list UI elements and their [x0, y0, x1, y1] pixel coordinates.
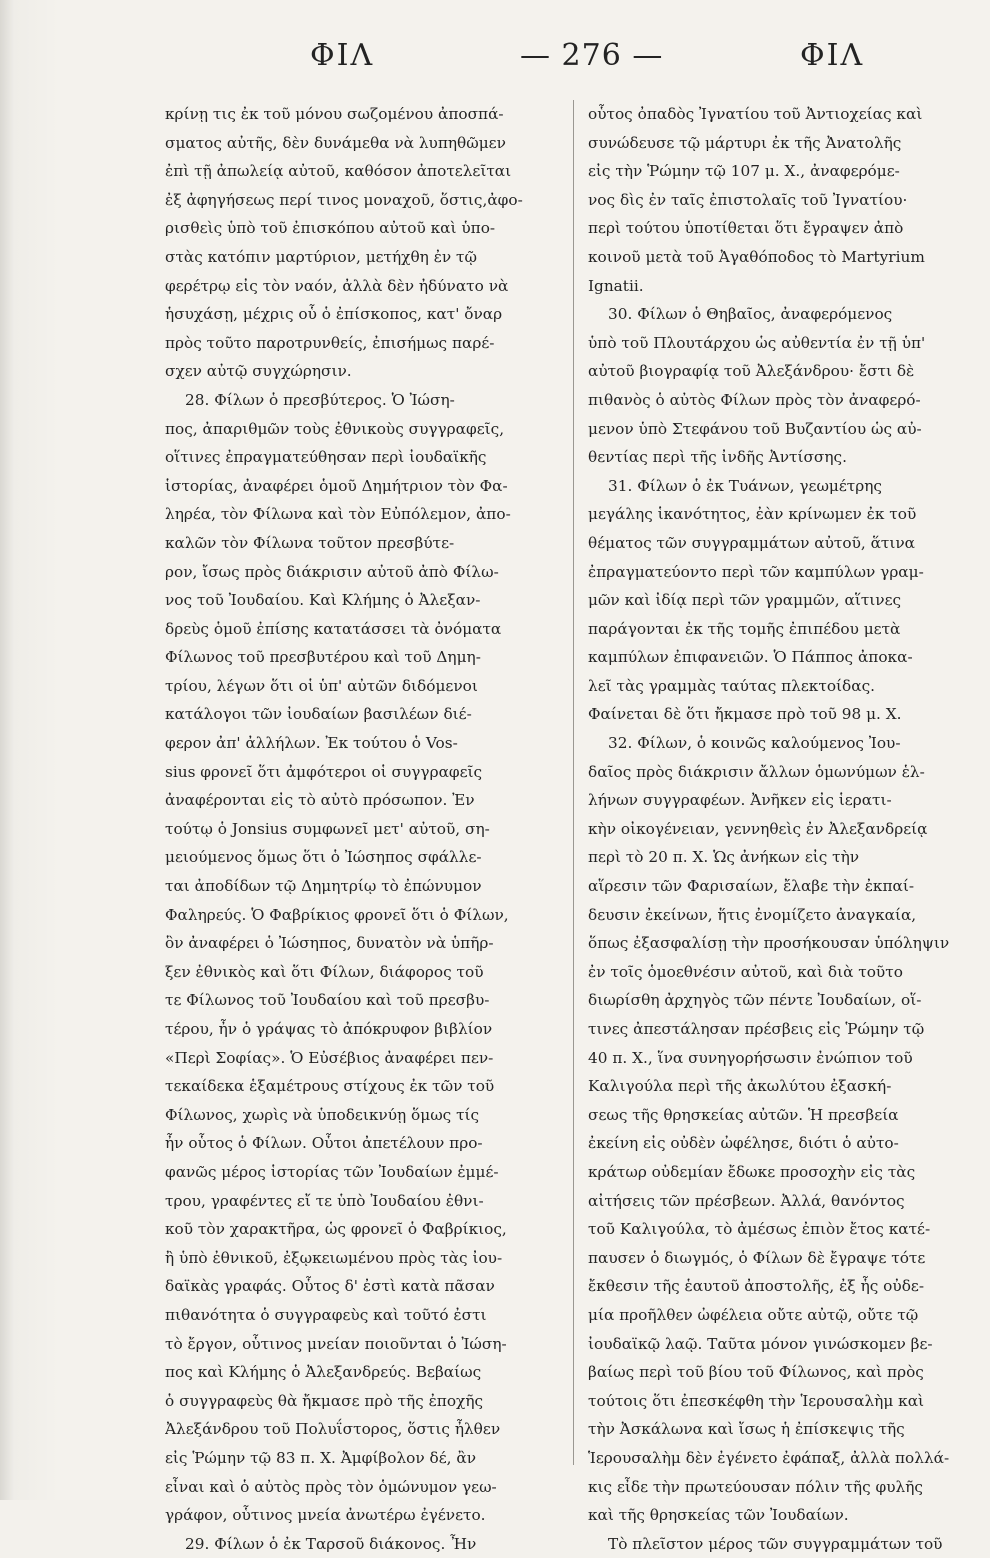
text-line: μία προῆλθεν ὠφέλεια οὔτε αὐτῷ, οὔτε τῷ — [588, 1305, 919, 1324]
text-line: Ἀλεξάνδρου τοῦ Πολυΐστορος, ὅστις ἦλθεν — [165, 1420, 501, 1439]
text-line: ἐπραγματεύοντο περὶ τῶν καμπύλων γραμ- — [588, 562, 924, 581]
text-line: ἐξ ἀφηγήσεως περί τινος μοναχοῦ, ὅστις,ἀφο- — [165, 190, 523, 209]
left-text-column — [165, 100, 560, 1558]
text-line: ἐκείνη εἰς οὐδὲν ὠφέλησε, διότι ὁ αὐτο- — [588, 1134, 899, 1153]
text-line: ὑπὸ τοῦ Πλουτάρχου ὡς αὐθεντία ἐν τῇ ὑπ' — [588, 333, 926, 352]
text-line: Ἱερουσαλὴμ δὲν ἐγένετο ἐφάπαξ, ἀλλὰ πολλά- — [588, 1448, 950, 1467]
text-line: Φαίνεται δὲ ὅτι ἤκμασε πρὸ τοῦ 98 μ. Χ. — [588, 705, 902, 724]
text-line: διωρίσθη ἀρχηγὸς τῶν πέντε Ἰουδαίων, οἵ- — [588, 991, 922, 1010]
text-line: ἀναφέρονται εἰς τὸ αὐτὸ πρόσωπον. Ἐν — [165, 791, 475, 810]
text-line: ἦν οὗτος ὁ Φίλων. Οὗτοι ἀπετέλουν προ- — [165, 1134, 483, 1153]
text-line: «Περὶ Σοφίας». Ὁ Εὐσέβιος ἀναφέρει πεν- — [165, 1048, 494, 1067]
right-text-column — [588, 100, 983, 1558]
text-line: ἡσυχάσῃ, μέχρις οὗ ὁ ἐπίσκοπος, κατ' ὄναρ — [165, 305, 503, 324]
text-line: συνώδευσε τῷ μάρτυρι ἐκ τῆς Ἀνατολῆς — [588, 133, 902, 152]
text-line: τούτοις ὅτι ἐπεσκέφθη τὴν Ἱερουσαλὴμ καὶ — [588, 1391, 925, 1410]
text-line: τεκαίδεκα ἑξαμέτρους στίχους ἐκ τῶν τοῦ — [165, 1077, 495, 1096]
text-line: τέρου, ἦν ὁ γράψας τὸ ἀπόκρυφον βιβλίον — [165, 1020, 493, 1038]
text-line: πιθανὸς ὁ αὐτὸς Φίλων πρὸς τὸν ἀναφερό- — [588, 390, 921, 409]
page-number: — 276 — — [520, 38, 664, 73]
text-line: τινες ἀπεστάλησαν πρέσβεις εἰς Ῥώμην τῷ — [588, 1020, 925, 1038]
column-divider — [573, 100, 574, 1465]
text-line: καμπύλων ἐπιφανειῶν. Ὁ Πάππος ἀποκα- — [588, 648, 913, 667]
text-line: μεγάλης ἱκανότητος, ἐὰν κρίνωμεν ἐκ τοῦ — [588, 505, 917, 524]
text-line: φανῶς μέρος ἱστορίας τῶν Ἰουδαίων ἐμμέ- — [165, 1162, 499, 1181]
text-line: σματος αὐτῆς, δὲν δυνάμεθα νὰ λυπηθῶμεν — [165, 133, 506, 152]
text-line: ἔκθεσιν τῆς ἑαυτοῦ ἀποστολῆς, ἐξ ἧς οὐδε- — [588, 1277, 924, 1296]
text-line: 32. Φίλων, ὁ κοινῶς καλούμενος Ἰου- — [608, 734, 901, 753]
text-line: τὴν Ἀσκάλωνα καὶ ἴσως ἡ ἐπίσκεψις τῆς — [588, 1420, 905, 1439]
text-line: ἰουδαϊκῷ λαῷ. Ταῦτα μόνον γινώσκομεν βε- — [588, 1334, 933, 1353]
running-header — [150, 38, 870, 88]
text-line: κράτωρ οὐδεμίαν ἔδωκε προσοχὴν εἰς τὰς — [588, 1162, 916, 1181]
text-line: δαϊκὰς γραφάς. Οὗτος δ' ἐστὶ κατὰ πᾶσαν — [165, 1277, 495, 1296]
text-line: αὐτοῦ βιογραφίᾳ τοῦ Ἀλεξάνδρου· ἔστι δὲ — [588, 362, 915, 381]
text-line: οἵτινες ἐπραγματεύθησαν περὶ ἰουδαϊκῆς — [165, 448, 487, 467]
text-line: στὰς κατόπιν μαρτύριον, μετήχθη ἐν τῷ — [165, 247, 477, 266]
text-line: φερον ἀπ' ἀλλήλων. Ἐκ τούτου ὁ Vos- — [165, 734, 458, 753]
text-line: μενον ὑπὸ Στεφάνου τοῦ Βυζαντίου ὡς αὐ- — [588, 419, 922, 438]
text-line: 40 π. Χ., ἵνα συνηγορήσωσιν ἐνώπιον τοῦ — [588, 1048, 913, 1067]
text-line: εἰς τὴν Ῥώμην τῷ 107 μ. Χ., ἀναφερόμε- — [588, 162, 900, 181]
text-line: Φίλωνος τοῦ πρεσβυτέρου καὶ τοῦ Δημη- — [165, 648, 481, 667]
text-line: κατάλογοι τῶν ἰουδαίων βασιλέων διέ- — [165, 705, 472, 724]
text-line: sius φρονεῖ ὅτι ἀμφότεροι οἱ συγγραφεῖς — [165, 762, 483, 781]
text-line: ἐν τοῖς ὁμοεθνέσιν αὐτοῦ, καὶ διὰ τοῦτο — [588, 962, 903, 981]
text-line: εἶναι καὶ ὁ αὐτὸς πρὸς τὸν ὁμώνυμον γεω- — [165, 1477, 497, 1496]
text-line: τρίου, λέγων ὅτι οἱ ὑπ' αὐτῶν διδόμενοι — [165, 676, 478, 695]
text-line: σχεν αὐτῷ συγχώρησιν. — [165, 362, 352, 381]
text-line: Καλιγούλα περὶ τῆς ἀκωλύτου ἐξασκή- — [588, 1077, 892, 1096]
text-line: οὗτος ὀπαδὸς Ἰγνατίου τοῦ Ἀντιοχείας καὶ — [588, 105, 923, 123]
text-line: πρὸς τοῦτο παροτρυνθείς, ἐπισήμως παρέ- — [165, 333, 495, 352]
text-line: μειούμενος ὅμως ὅτι ὁ Ἰώσηπος σφάλλε- — [165, 848, 482, 867]
text-line: θέματος τῶν συγγραμμάτων αὐτοῦ, ἅτινα — [588, 533, 916, 552]
text-line: ὅπως ἐξασφαλίσῃ τὴν προσήκουσαν ὑπόληψιν — [588, 934, 950, 953]
text-line: κις εἶδε τὴν πρωτεύουσαν πόλιν τῆς φυλῆς — [588, 1477, 923, 1496]
text-line: ρισθεὶς ὑπὸ τοῦ ἐπισκόπου αὐτοῦ καὶ ὑπο- — [165, 219, 496, 238]
text-line: Φίλωνος, χωρὶς νὰ ὑποδεικνύῃ ὅμως τίς — [165, 1105, 480, 1124]
header-left-word: ΦΙΛ — [310, 38, 375, 73]
text-line: Τὸ πλεῖστον μέρος τῶν συγγραμμάτων τοῦ — [608, 1534, 943, 1553]
text-line: λεῖ τὰς γραμμὰς ταύτας πλεκτοίδας. — [588, 676, 875, 695]
text-line: ἢ ὑπὸ ἐθνικοῦ, ἐξῳκειωμένου πρὸς τὰς ἰου- — [165, 1248, 503, 1267]
text-line: τρου, γραφέντες εἴ τε ὑπὸ Ἰουδαίου ἐθνι- — [165, 1191, 484, 1210]
text-line: κοινοῦ μετὰ τοῦ Ἀγαθόποδος τὸ Martyrium — [588, 247, 925, 266]
text-line: παράγονται ἐκ τῆς τομῆς ἐπιπέδου μετὰ — [588, 619, 901, 638]
text-line: ξεν ἐθνικὸς καὶ ὅτι Φίλων, διάφορος τοῦ — [165, 962, 484, 981]
text-line: ἐπὶ τῇ ἀπωλείᾳ αὐτοῦ, καθόσον ἀποτελεῖται — [165, 162, 512, 181]
text-line: περὶ τὸ 20 π. Χ. Ὡς ἀνήκων εἰς τὴν — [588, 848, 860, 867]
text-line: τε Φίλωνος τοῦ Ἰουδαίου καὶ τοῦ πρεσβυ- — [165, 991, 490, 1010]
text-line: καὶ τῆς θρησκείας τῶν Ἰουδαίων. — [588, 1506, 849, 1525]
text-line: ὃν ἀναφέρει ὁ Ἰώσηπος, δυνατὸν νὰ ὑπῆρ- — [165, 934, 494, 953]
text-line: 30. Φίλων ὁ Θηβαῖος, ἀναφερόμενος — [608, 305, 893, 324]
header-right-word: ΦΙΛ — [800, 38, 865, 73]
text-line: 28. Φίλων ὁ πρεσβύτερος. Ὁ Ἰώση- — [185, 390, 455, 409]
text-line: δρεὺς ὁμοῦ ἐπίσης κατατάσσει τὰ ὀνόματα — [165, 619, 502, 638]
text-line: λήνων συγγραφέων. Ἀνῆκεν εἰς ἱερατι- — [588, 791, 892, 810]
text-line: γράφον, οὗτινος μνεία ἀνωτέρω ἐγένετο. — [165, 1506, 486, 1525]
text-line: ται ἀποδίδων τῷ Δημητρίῳ τὸ ἐπώνυμον — [165, 877, 482, 896]
text-line: αἵρεσιν τῶν Φαρισαίων, ἔλαβε τὴν ἐκπαί- — [588, 877, 915, 896]
text-line: δευσιν ἐκείνων, ἥτις ἐνομίζετο ἀναγκαία, — [588, 905, 917, 924]
text-line: τὸ ἔργον, οὗτινος μνείαν ποιοῦνται ὁ Ἰώση- — [165, 1334, 507, 1353]
text-line: αἰτήσεις τῶν πρέσβεων. Ἀλλά, θανόντος — [588, 1191, 905, 1210]
text-line: ἱστορίας, ἀναφέρει ὁμοῦ Δημήτριον τὸν Φα- — [165, 476, 508, 495]
text-line: περὶ τούτου ὑποτίθεται ὅτι ἔγραψεν ἀπὸ — [588, 219, 904, 238]
text-line: παυσεν ὁ διωγμός, ὁ Φίλων δὲ ἔγραψε τότε — [588, 1248, 926, 1267]
text-line: κοῦ τὸν χαρακτῆρα, ὡς φρονεῖ ὁ Φαβρίκιος, — [165, 1220, 507, 1239]
text-line: ληρέα, τὸν Φίλωνα καὶ τὸν Εὐπόλεμον, ἀπο- — [165, 505, 511, 524]
text-line: βαίως περὶ τοῦ βίου τοῦ Φίλωνος, καὶ πρὸς — [588, 1363, 924, 1382]
text-line: νος τοῦ Ἰουδαίου. Καὶ Κλήμης ὁ Ἀλεξαν- — [165, 591, 481, 610]
text-line: μῶν καὶ ἰδίᾳ περὶ τῶν γραμμῶν, αἵτινες — [588, 591, 902, 610]
text-line: πος, ἀπαριθμῶν τοὺς ἐθνικοὺς συγγραφεῖς, — [165, 419, 505, 438]
text-line: καλῶν τὸν Φίλωνα τοῦτον πρεσβύτε- — [165, 533, 455, 552]
text-line: φερέτρῳ εἰς τὸν ναόν, ἀλλὰ δὲν ἠδύνατο νὰ — [165, 276, 509, 295]
text-line: 29. Φίλων ὁ ἐκ Ταρσοῦ διάκονος. Ἦν — [185, 1534, 477, 1553]
text-line: εἰς Ῥώμην τῷ 83 π. Χ. Ἀμφίβολον δέ, ἂν — [165, 1448, 477, 1467]
text-line: Φαληρεύς. Ὁ Φαβρίκιος φρονεῖ ὅτι ὁ Φίλων, — [165, 905, 509, 924]
text-line: σεως τῆς θρησκείας αὐτῶν. Ἡ πρεσβεία — [588, 1105, 899, 1124]
text-line: δαῖος πρὸς διάκρισιν ἄλλων ὁμωνύμων ἑλ- — [588, 762, 925, 781]
text-line: τοῦ Καλιγούλα, τὸ ἀμέσως ἐπιὸν ἔτος κατέ- — [588, 1220, 931, 1239]
text-line: νος δὶς ἐν ταῖς ἐπιστολαῖς τοῦ Ἰγνατίου· — [588, 190, 908, 209]
text-line: 31. Φίλων ὁ ἐκ Τυάνων, γεωμέτρης — [608, 476, 882, 495]
text-line: πος καὶ Κλήμης ὁ Ἀλεξανδρεύς. Βεβαίως — [165, 1363, 482, 1382]
text-line: πιθανότητα ὁ συγγραφεὺς καὶ τοῦτό ἐστι — [165, 1305, 487, 1324]
text-line: τούτῳ ὁ Jonsius συμφωνεῖ μετ' αὐτοῦ, ση- — [165, 819, 490, 838]
text-line: θεντίας περὶ τῆς ἰνδῆς Ἀντίσσης. — [588, 448, 847, 467]
text-line: ὁ συγγραφεὺς θὰ ἤκμασε πρὸ τῆς ἐποχῆς — [165, 1391, 484, 1410]
text-line: Ignatii. — [588, 276, 644, 295]
text-line: κρίνῃ τις ἐκ τοῦ μόνου σωζομένου ἀποσπά- — [165, 105, 504, 123]
text-line: κὴν οἰκογένειαν, γεννηθεὶς ἐν Ἀλεξανδρείᾳ — [588, 819, 928, 838]
text-line: ρον, ἴσως πρὸς διάκρισιν αὐτοῦ ἀπὸ Φίλω- — [165, 562, 499, 581]
